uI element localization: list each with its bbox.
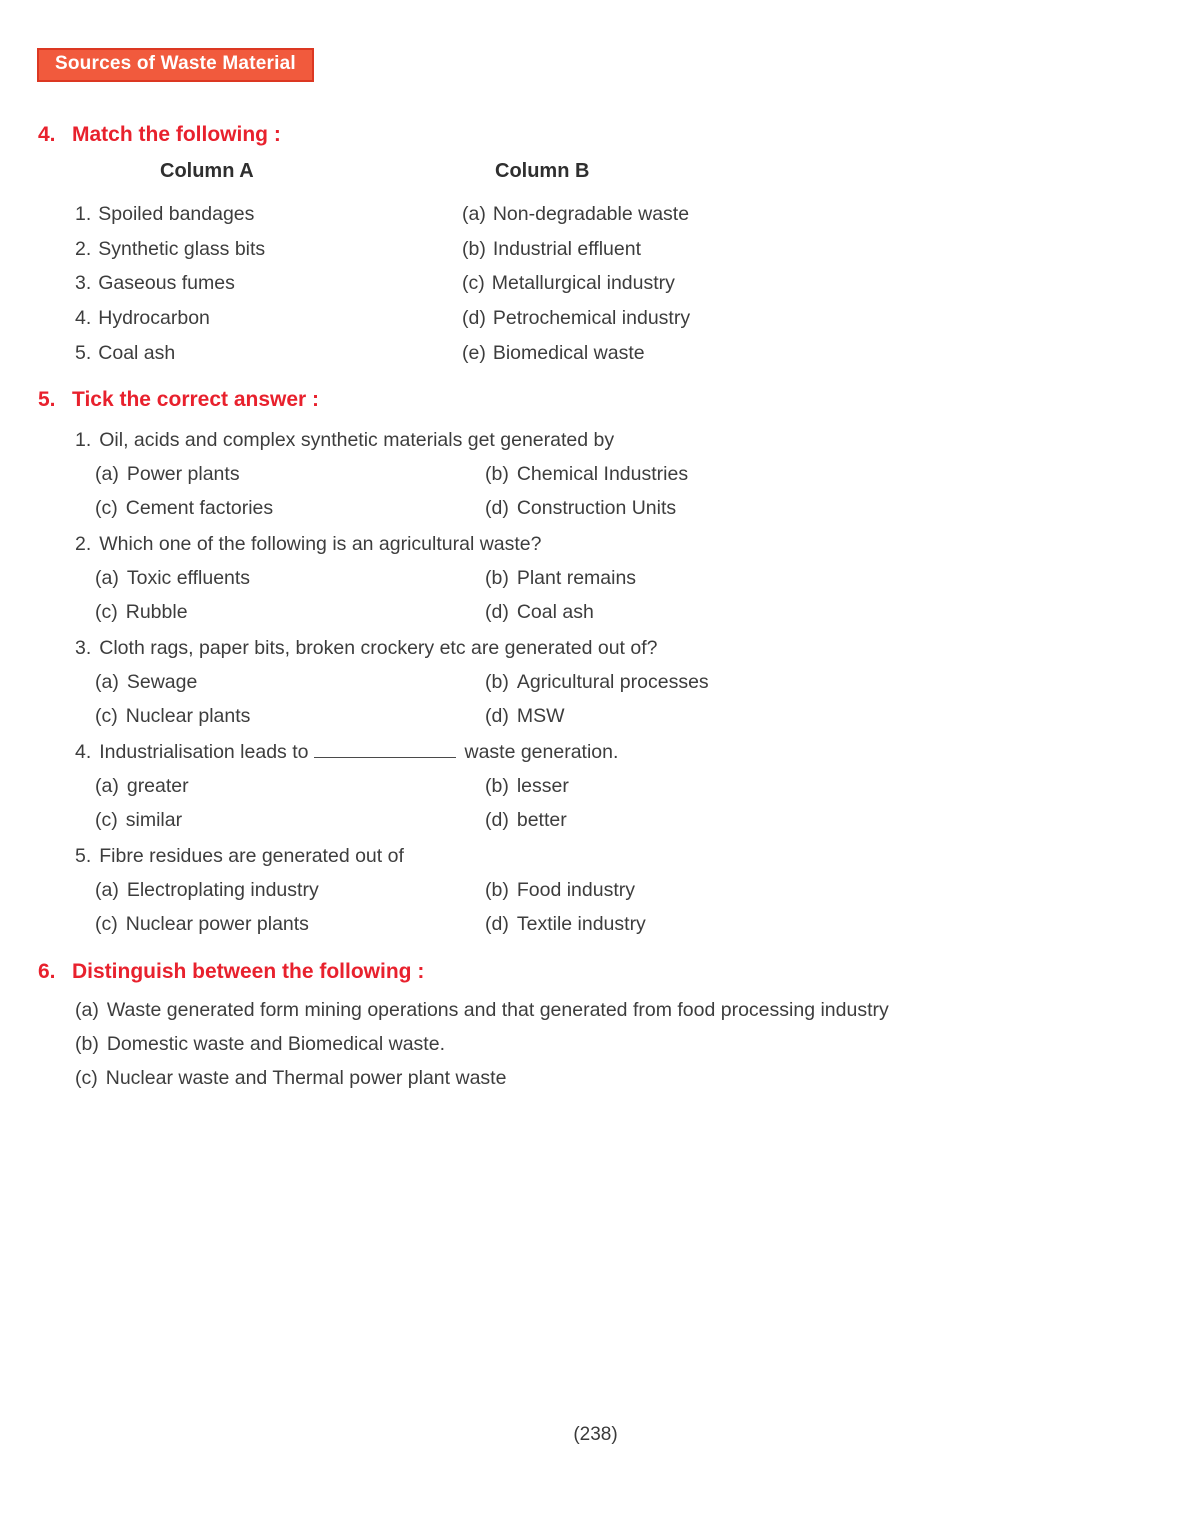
option-text: better: [516, 808, 567, 831]
match-item-b2-label: (b): [462, 237, 486, 260]
option-label: (d): [485, 704, 509, 727]
match-item-b1-text: Non-degradable waste: [492, 203, 690, 225]
option-label: (d): [485, 600, 509, 623]
option-text: Nuclear power plants: [125, 912, 309, 935]
question-3-option-c: [95, 699, 485, 733]
question-2-text: Which one of the following is an agricultural waste?: [99, 532, 542, 555]
distinguish-item-b: [0, 1027, 1191, 1061]
distinguish-item-b-label: (b): [75, 1032, 99, 1055]
question-2-option-d: [485, 595, 1191, 629]
match-row-2: [75, 232, 1191, 267]
question-1: [0, 423, 1191, 525]
question-5-option-c: [95, 907, 485, 941]
option-label: (b): [485, 670, 509, 693]
question-2: [0, 527, 1191, 629]
distinguish-item-c-text: Nuclear waste and Thermal power plant waste: [105, 1066, 507, 1089]
section-5-heading: [38, 387, 1191, 413]
question-5-option-d: [485, 907, 1191, 941]
section-4-number: 4.: [38, 123, 56, 146]
option-text: Nuclear plants: [125, 704, 251, 727]
section-4-heading: [38, 122, 1191, 148]
question-4-option-a: [95, 769, 485, 803]
option-label: (c): [95, 600, 118, 623]
question-4-text-pre: Industrialisation leads to: [99, 740, 309, 763]
match-row-1: [75, 197, 1191, 232]
question-3: [0, 631, 1191, 733]
section-4-title: Match the following :: [72, 123, 281, 146]
match-item-b1-label: (a): [462, 203, 486, 225]
match-item-a5: [75, 336, 462, 371]
option-label: (c): [95, 496, 118, 519]
chapter-title: Sources of Waste Material: [55, 53, 296, 74]
match-item-a2-number: 2.: [75, 237, 92, 260]
distinguish-item-a: [0, 993, 1191, 1027]
question-3-option-a: [95, 665, 485, 699]
distinguish-item-b-text: Domestic waste and Biomedical waste.: [106, 1032, 445, 1055]
question-1-option-c: [95, 491, 485, 525]
column-a-header: Column A: [160, 160, 254, 182]
option-label: (a): [95, 670, 119, 693]
match-item-b1: [462, 197, 1191, 232]
match-item-a4: [75, 301, 462, 336]
section-6-title: Distinguish between the following :: [72, 959, 425, 983]
match-table: [0, 197, 1191, 371]
question-4-number: 4.: [75, 740, 92, 763]
question-1-number: 1.: [75, 428, 92, 451]
question-4: [0, 735, 1191, 837]
section-5-number: 5.: [38, 387, 56, 411]
question-2-option-a: [95, 561, 485, 595]
option-text: MSW: [516, 704, 565, 727]
match-item-b5-label: (e): [462, 341, 486, 364]
option-label: (a): [95, 774, 119, 797]
match-row-5: [75, 336, 1191, 371]
option-label: (b): [485, 878, 509, 901]
match-item-b3: [462, 266, 1191, 301]
option-text: similar: [125, 808, 183, 831]
chapter-title-badge: [37, 48, 314, 82]
option-text: Cement factories: [125, 496, 274, 519]
question-1-option-b: [485, 457, 1191, 491]
option-label: (b): [485, 462, 509, 485]
question-4-option-b: [485, 769, 1191, 803]
question-5-text: Fibre residues are generated out of: [99, 844, 404, 867]
option-text: Textile industry: [516, 912, 646, 935]
match-item-a3: [75, 266, 462, 301]
question-5: [0, 839, 1191, 941]
distinguish-item-a-text: Waste generated form mining operations and that generated from food processing industry: [106, 998, 889, 1021]
match-item-a1-number: 1.: [75, 203, 92, 225]
question-3-text: Cloth rags, paper bits, broken crockery etc are generated out of?: [99, 636, 658, 659]
match-row-4: [75, 301, 1191, 336]
distinguish-item-c-label: (c): [75, 1066, 98, 1089]
option-label: (b): [485, 774, 509, 797]
option-text: Toxic effluents: [126, 566, 251, 589]
question-5-option-a: [95, 873, 485, 907]
question-4-stem: [0, 735, 1191, 769]
question-5-options: [0, 873, 1191, 941]
match-item-a4-number: 4.: [75, 307, 92, 330]
option-text: Agricultural processes: [516, 670, 709, 693]
option-text: greater: [126, 774, 189, 797]
question-1-options: [0, 457, 1191, 525]
match-item-a1-text: Spoiled bandages: [98, 203, 255, 225]
option-label: (b): [485, 566, 509, 589]
fill-in-blank-line: [314, 741, 456, 758]
question-3-option-d: [485, 699, 1191, 733]
match-item-a2-text: Synthetic glass bits: [98, 237, 266, 260]
section-6-number: 6.: [38, 959, 56, 983]
section-5-title: Tick the correct answer :: [72, 387, 320, 411]
question-2-number: 2.: [75, 532, 92, 555]
match-item-b3-text: Metallurgical industry: [491, 272, 675, 295]
match-item-a3-text: Gaseous fumes: [98, 272, 235, 295]
option-label: (a): [95, 462, 119, 485]
option-text: Construction Units: [516, 496, 677, 519]
question-3-options: [0, 665, 1191, 733]
option-text: Plant remains: [516, 566, 637, 589]
match-item-a1: [75, 197, 462, 232]
question-4-options: [0, 769, 1191, 837]
option-label: (a): [95, 566, 119, 589]
distinguish-item-a-label: (a): [75, 998, 99, 1021]
distinguish-list: [0, 993, 1191, 1095]
section-6-heading: [38, 959, 1191, 985]
match-item-a2: [75, 232, 462, 267]
question-5-option-b: [485, 873, 1191, 907]
question-2-options: [0, 561, 1191, 629]
question-2-option-c: [95, 595, 485, 629]
option-text: Power plants: [126, 462, 240, 485]
match-item-a4-text: Hydrocarbon: [98, 307, 210, 330]
option-label: (c): [95, 912, 118, 935]
question-4-option-d: [485, 803, 1191, 837]
option-text: lesser: [516, 774, 569, 797]
option-text: Rubble: [125, 600, 188, 623]
match-item-a5-text: Coal ash: [98, 341, 176, 364]
question-4-option-c: [95, 803, 485, 837]
question-2-stem: [0, 527, 1191, 561]
match-item-b4-label: (d): [462, 307, 486, 330]
question-5-number: 5.: [75, 844, 92, 867]
match-item-b4: [462, 301, 1191, 336]
match-item-b2-text: Industrial effluent: [492, 237, 641, 260]
question-3-number: 3.: [75, 636, 92, 659]
question-4-text-post: waste generation.: [464, 740, 619, 763]
question-1-stem: [0, 423, 1191, 457]
match-item-b2: [462, 232, 1191, 267]
option-text: Food industry: [516, 878, 635, 901]
match-column-headers: [0, 160, 1191, 184]
option-text: Coal ash: [516, 600, 594, 623]
question-1-option-d: [485, 491, 1191, 525]
distinguish-item-c: [0, 1061, 1191, 1095]
option-label: (d): [485, 496, 509, 519]
option-text: Sewage: [126, 670, 198, 693]
question-5-stem: [0, 839, 1191, 873]
option-text: Electroplating industry: [126, 878, 319, 901]
match-item-a3-number: 3.: [75, 272, 92, 295]
option-label: (c): [95, 808, 118, 831]
match-item-b3-label: (c): [462, 272, 485, 295]
question-3-stem: [0, 631, 1191, 665]
question-3-option-b: [485, 665, 1191, 699]
question-1-text: Oil, acids and complex synthetic materials get generated by: [99, 428, 615, 451]
option-label: (c): [95, 704, 118, 727]
page-number: (238): [573, 1424, 618, 1445]
option-label: (d): [485, 912, 509, 935]
match-item-b4-text: Petrochemical industry: [492, 307, 691, 330]
option-label: (a): [95, 878, 119, 901]
match-item-a5-number: 5.: [75, 341, 92, 364]
match-item-b5: [462, 336, 1191, 371]
option-text: Chemical Industries: [516, 462, 689, 485]
match-row-3: [75, 266, 1191, 301]
match-item-b5-text: Biomedical waste: [492, 341, 645, 364]
option-label: (d): [485, 808, 509, 831]
column-b-header: Column B: [495, 160, 590, 182]
question-2-option-b: [485, 561, 1191, 595]
question-1-option-a: [95, 457, 485, 491]
